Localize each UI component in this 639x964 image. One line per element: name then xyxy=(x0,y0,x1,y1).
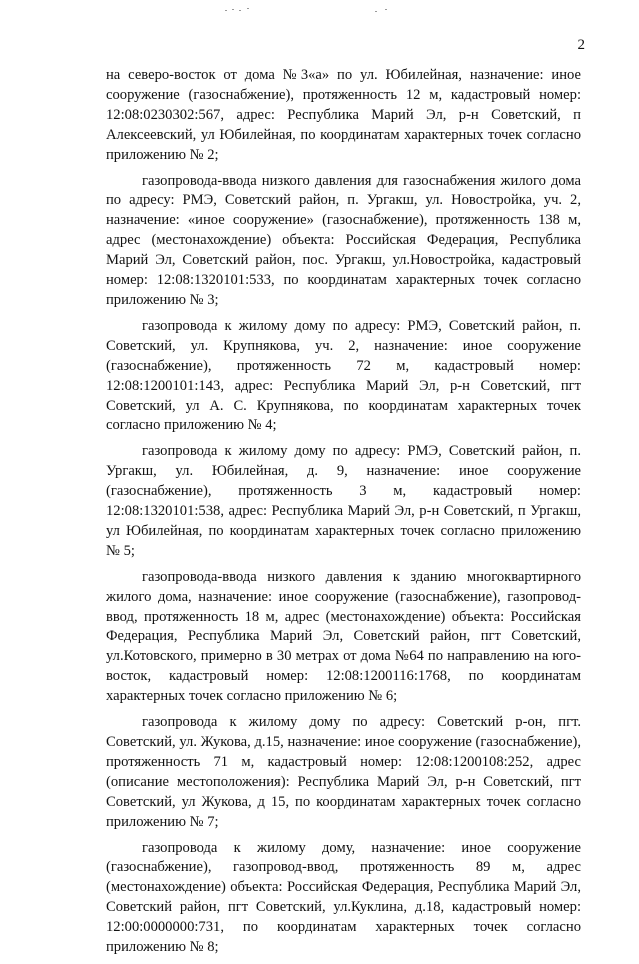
paragraph-4: газопровода к жилому дому по адресу: РМЭ, Советский район, п. Ургакш, ул. Юбилейная, д. 9, назначение: иное сооружение (газоснабжение), протяженность 3 м, кадастровый номер: 12:08:1320101:538, адрес: Республика Марий Эл, р-н Советский, п Ургакш, ул Юбилейная, по координатам характерных точек согласно приложению № 5; xyxy=(106,443,581,559)
paragraph-7: газопровода к жилому дому, назначение: иное сооружение (газоснабжение), газопровод-ввод, протяженность 89 м, адрес (местонахождение) объекта: Российская Федерация, Республика Марий Эл, Советский район, пгт Советский, ул.Куклина, д.18, кадастровый номер: 12:00:0000000:731, по координатам характерных точек согласно приложению № 8; xyxy=(106,839,581,956)
paragraph-3: газопровода к жилому дому по адресу: РМЭ, Советский район, п. Советский, ул. Крупнякова, уч. 2, назначение: иное сооружение (газоснабжение), протяженность 72 м, кадастровый номер: 12:08:1200101:143, адрес: Республика Марий Эл, р-н Советский, пгт Советский, ул А. С. Крупнякова, по координатам характерных точек согласно приложению № 4; xyxy=(106,317,581,434)
document-body xyxy=(106,66,581,964)
scan-artifact xyxy=(225,6,405,16)
page-number: 2 xyxy=(577,37,585,53)
paragraph-2: газопровода-ввода низкого давления для газоснабжения жилого дома по адресу: РМЭ, Советский район, п. Ургакш, ул. Новостройка, уч. 2, назначение: «иное сооружение» (газоснабжение), протяженность 138 м, адрес (местонахождение) объекта: Российская Федерация, Республика Марий Эл, Советский район, пос. Ургакш, ул.Новостройка, кадастровый номер: 12:08:1320101:533, по координатам характерных точек согласно приложению № 3; xyxy=(106,172,581,308)
paragraph-5: газопровода-ввода низкого давления к зданию многоквартирного жилого дома, назначение: иное сооружение (газоснабжение), газопровод-ввод, протяженность 18 м, адрес (местонахождение) объекта: Российская Федерация, Республика Марий Эл, Советский район, пгт Советский, ул.Котовского, примерно в 30 метрах от дома №64 по направлению на юго-восток, кадастровый номер: 12:08:1200116:1768, по координатам характерных точек согласно приложению № 6; xyxy=(106,568,581,705)
paragraph-6: газопровода к жилому дому по адресу: Советский р-он, пгт. Советский, ул. Жукова, д.15, назначение: иное сооружение (газоснабжение), протяженность 71 м, кадастровый номер: 12:08:1200108:252, адрес (описание местоположения): Республика Марий Эл, р-н Советский, пгт Советский, ул Жукова, д 15, по координатам характерных точек согласно приложению № 7; xyxy=(106,714,581,830)
paragraph-1: на северо-восток от дома №3«а» по ул. Юбилейная, назначение: иное сооружение (газоснабжение), протяженность 12 м, кадастровый номер: 12:08:0230302:567, адрес: Республика Марий Эл, р-н Советский, п Алексеевский, ул Юбилейная, по координатам характерных точек согласно приложению № 2; xyxy=(106,67,581,163)
